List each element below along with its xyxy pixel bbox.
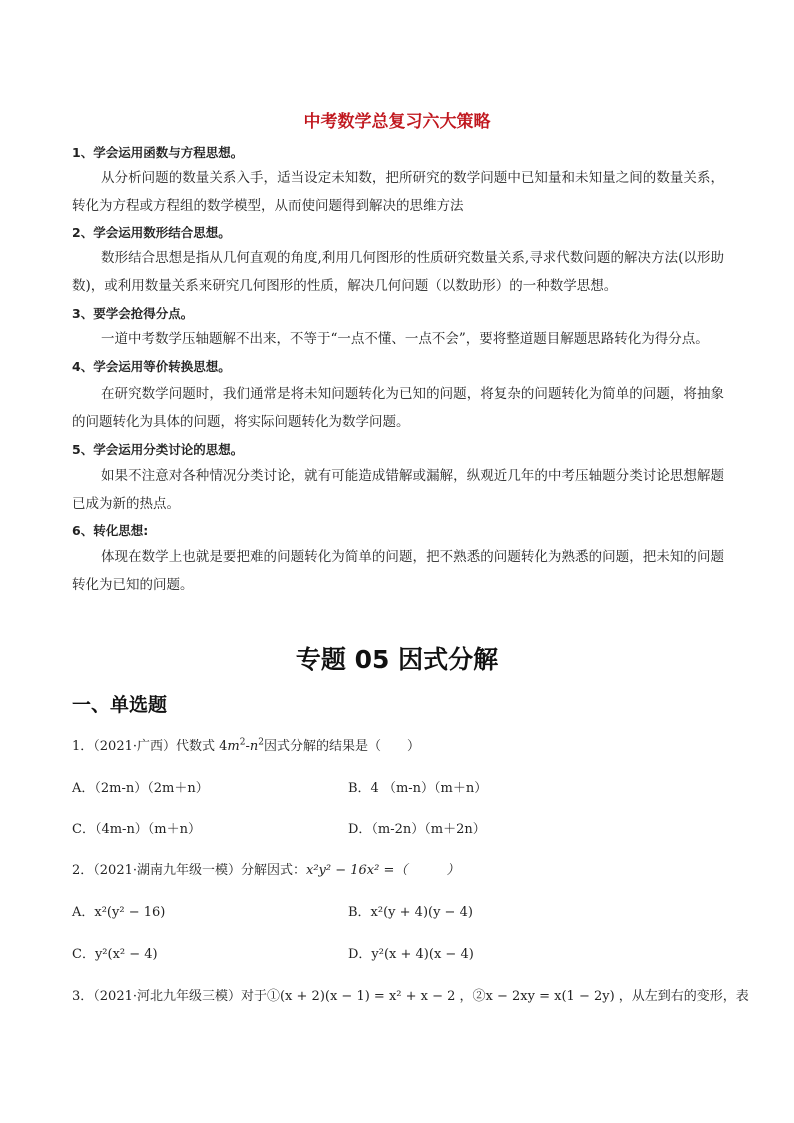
strategy-6-heading: 6、转化思想: (72, 523, 149, 538)
q2-expr: x²y² − 16x² =（ ） (306, 863, 460, 878)
q1-option-d[interactable]: D．（m-2n）（m＋2n） (348, 822, 486, 837)
strategy-title: 中考数学总复习六大策略 (303, 112, 491, 132)
question-3-stem: 3．（2021·河北九年级三模）对于①(x + 2)(x − 1) = x² + x − 2 ，②x − 2xy = x(1 − 2y) ，从左到右的变形，表 (72, 989, 749, 1004)
section-heading: 一、单选题 (72, 694, 168, 716)
q1-exp-1: 2 (239, 737, 246, 748)
q2-option-d[interactable]: D．y²(x + 4)(x − 4) (348, 947, 474, 962)
strategy-4-body: 在研究数学问题时，我们通常是将未知问题转化为已知的问题，将复杂的问题转化为简单的问题，将抽象的问题转化为具体的问题，将实际问题转化为数学问题。 (72, 386, 724, 430)
question-2-stem (72, 859, 459, 878)
q1-var-n: n (249, 739, 259, 754)
question-1-stem (72, 735, 420, 754)
q2-option-b[interactable]: B．x²(y + 4)(y − 4) (348, 905, 473, 920)
q2-option-c[interactable]: C．y²(x² − 4) (72, 947, 158, 962)
strategy-2-body: 数形结合思想是指从几何直观的角度,利用几何图形的性质研究数量关系,寻求代数问题的解决方法(以形助数)，或利用数量关系来研究几何图形的性质，解决几何问题（以数助形）的一种数学思想。 (72, 250, 724, 294)
q1-suffix: 因式分解的结果是（ ） (263, 739, 420, 754)
q1-exp-2: 2 (258, 737, 264, 748)
q1-prefix: 1．（2021·广西）代数式 4 (72, 739, 228, 754)
q1-minus: - (245, 739, 250, 754)
q1-option-c[interactable]: C．（4m-n）（m＋n） (72, 822, 202, 837)
strategy-5-heading: 5、学会运用分类讨论的思想。 (72, 442, 244, 457)
strategy-4-heading: 4、学会运用等价转换思想。 (72, 359, 231, 374)
q1-option-a[interactable]: A．（2m-n）（2m＋n） (72, 781, 209, 796)
q2-prefix: 2．（2021·湖南九年级一模）分解因式： (72, 863, 306, 878)
strategy-3-body: 一道中考数学压轴题解不出来，不等于“一点不懂、一点不会”，要将整道题目解题思路转化为得分点。 (101, 331, 709, 347)
topic-title: 专题 05 因式分解 (295, 645, 499, 674)
q1-option-b[interactable]: B．4 （m-n）（m＋n） (348, 781, 488, 796)
strategy-5-body: 如果不注意对各种情况分类讨论，就有可能造成错解或漏解，纵观近几年的中考压轴题分类讨论思想解题已成为新的热点。 (72, 468, 724, 512)
strategy-1-body: 从分析问题的数量关系入手，适当设定未知数，把所研究的数学问题中已知量和未知量之间的数量关系，转化为方程或方程组的数学模型，从而使问题得到解决的思维方法 (72, 170, 724, 214)
q2-option-a[interactable]: A．x²(y² − 16) (72, 905, 166, 920)
strategy-3-heading: 3、要学会抢得分点。 (72, 306, 194, 321)
strategy-6-body: 体现在数学上也就是要把难的问题转化为简单的问题，把不熟悉的问题转化为熟悉的问题，把未知的问题转化为已知的问题。 (72, 549, 724, 593)
strategy-2-heading: 2、学会运用数形结合思想。 (72, 225, 231, 240)
q1-var-m: m (227, 739, 240, 754)
strategy-1-heading: 1、学会运用函数与方程思想。 (72, 145, 244, 160)
